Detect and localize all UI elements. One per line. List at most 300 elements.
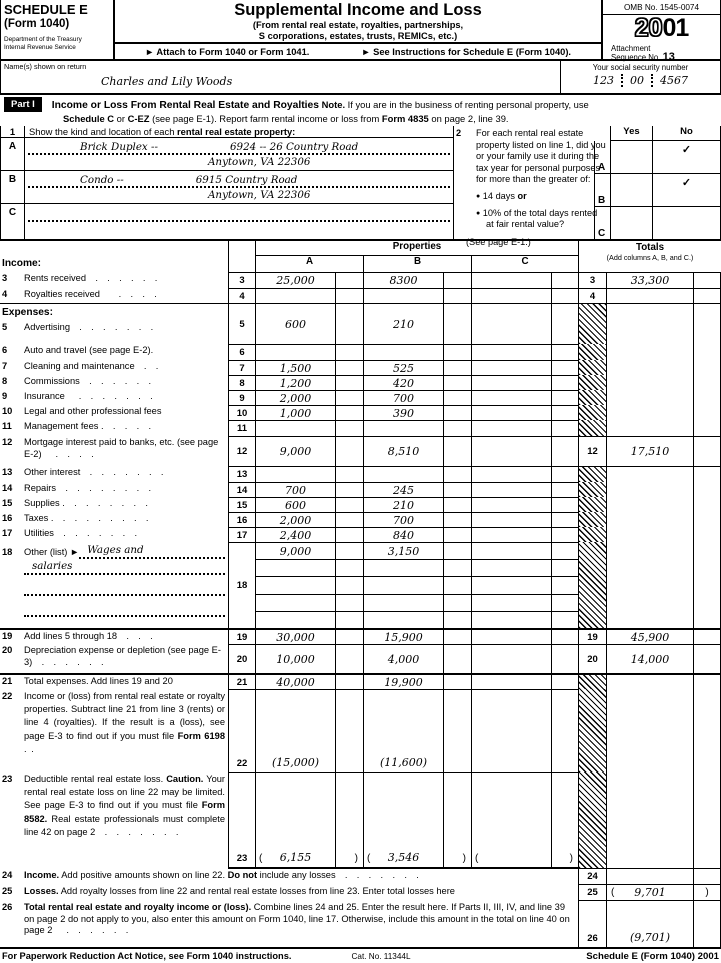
cents-A-16[interactable]: [336, 512, 364, 527]
amount-A-20[interactable]: [256, 644, 336, 673]
amount-A-6[interactable]: [256, 344, 336, 360]
name-value[interactable]: Charles and Lily Woods: [101, 75, 233, 88]
amount-B-18[interactable]: [364, 576, 444, 593]
amount-A-18[interactable]: [256, 559, 336, 576]
total-linenum-3: 3: [578, 272, 607, 288]
property-field-A[interactable]: [25, 138, 453, 170]
total-amount-19[interactable]: [607, 630, 694, 644]
part1-note-line2: Schedule C or C-EZ (see page E-1). Report farm rental income or loss from Form 4835 on page 2, line 39.: [63, 113, 509, 124]
total-amount-6[interactable]: [607, 344, 694, 360]
label-linenum: 12: [2, 437, 13, 447]
amount-C-6[interactable]: [472, 344, 552, 360]
cents-B-7[interactable]: [444, 360, 472, 375]
label-linenum: 21: [2, 676, 13, 686]
cents-C-19[interactable]: [552, 630, 578, 644]
amount-C-21[interactable]: [472, 675, 552, 689]
total-amount-8[interactable]: [607, 375, 694, 390]
amount-B-15[interactable]: [364, 497, 444, 512]
total-cents-15[interactable]: [694, 497, 721, 512]
amount-B-10[interactable]: [364, 405, 444, 420]
label-linenum: 24: [2, 870, 13, 880]
total-cents-10[interactable]: [694, 405, 721, 420]
total-amount-21[interactable]: [607, 675, 694, 689]
amount-B-14[interactable]: [364, 482, 444, 497]
total-cents-16[interactable]: [694, 512, 721, 527]
property-address[interactable]: 6924 -- 26 Country Road: [229, 141, 359, 154]
cents-A-18[interactable]: [336, 594, 364, 611]
property-field-C[interactable]: [25, 204, 453, 239]
amount-C-5[interactable]: [472, 304, 552, 344]
table-rows: [0, 272, 721, 947]
label-linenum: 19: [2, 631, 13, 641]
cents-C-21[interactable]: [552, 675, 578, 689]
cents-B-8[interactable]: [444, 375, 472, 390]
amount-value: (11,600): [379, 756, 428, 769]
row-label-text: 12 Mortgage interest paid to banks, etc. (see page E-2) . . . .: [2, 437, 219, 459]
close-paren: ): [462, 853, 466, 864]
amount-B-9[interactable]: [364, 390, 444, 405]
total-amount-17[interactable]: [607, 527, 694, 542]
amount-C-4[interactable]: [472, 288, 552, 303]
part1-tag: Part I: [4, 97, 42, 112]
linenum-7: 7: [228, 360, 256, 375]
total-cents-24[interactable]: [694, 868, 721, 884]
cents-B-20[interactable]: [444, 644, 472, 673]
cents-A-11[interactable]: [336, 420, 364, 436]
amount-C-19[interactable]: [472, 630, 552, 644]
total-cents-8[interactable]: [694, 375, 721, 390]
total-amount-10[interactable]: [607, 405, 694, 420]
linenum-22: 22: [228, 689, 256, 772]
ssn-value[interactable]: 123 00 4567: [593, 74, 688, 87]
cents-A-18[interactable]: [336, 559, 364, 576]
amount-C-22[interactable]: [472, 689, 552, 772]
amount-A-16[interactable]: [256, 512, 336, 527]
cents-B-6[interactable]: [444, 344, 472, 360]
total-amount-13[interactable]: [607, 466, 694, 482]
amount-B-8[interactable]: [364, 375, 444, 390]
column-header-b: B: [364, 256, 472, 272]
cents-C-23[interactable]: [552, 772, 578, 868]
cents-C-16[interactable]: [552, 512, 578, 527]
amount-B-22[interactable]: [364, 689, 444, 772]
cents-B-23[interactable]: [444, 772, 472, 868]
total-linenum-8: [578, 375, 607, 390]
cents-A-21[interactable]: [336, 675, 364, 689]
amount-C-23[interactable]: [472, 772, 552, 868]
cents-A-5[interactable]: [336, 304, 364, 344]
cents-A-13[interactable]: [336, 466, 364, 482]
total-cents-20[interactable]: [694, 644, 721, 673]
row-label-text: 23 Deductible rental real estate loss. Caution. Your rental real estate loss on line 22 may be limited. See page E-3 to find out if you must file Form 8582. Real estate professionals must complete line 42 on page 2 . . . . . . .: [2, 774, 226, 837]
cents-A-18[interactable]: [336, 576, 364, 593]
amount-B-13[interactable]: [364, 466, 444, 482]
total-value: 33,300: [630, 274, 670, 287]
property-letter: C: [1, 204, 25, 239]
total-cents-12[interactable]: [694, 436, 721, 466]
table-row-line-15: [0, 497, 721, 512]
cents-C-18[interactable]: [552, 542, 578, 559]
amount-B-12[interactable]: [364, 436, 444, 466]
total-cents-4[interactable]: [694, 288, 721, 303]
property-city-line[interactable]: Anytown, VA 22306: [208, 189, 311, 202]
amount-B-17[interactable]: [364, 527, 444, 542]
cents-B-18[interactable]: [444, 611, 472, 628]
amount-A-18[interactable]: [256, 542, 336, 559]
total-amount-5[interactable]: [607, 304, 694, 344]
cents-B-21[interactable]: [444, 675, 472, 689]
cents-C-7[interactable]: [552, 360, 578, 375]
amount-C-15[interactable]: [472, 497, 552, 512]
property-field-B[interactable]: [25, 171, 453, 203]
yes-checkbox-B[interactable]: [610, 174, 652, 206]
cents-C-9[interactable]: [552, 390, 578, 405]
total-amount-25[interactable]: [607, 884, 694, 900]
part1-heading: [0, 95, 721, 126]
amount-A-8[interactable]: [256, 375, 336, 390]
cents-C-14[interactable]: [552, 482, 578, 497]
total-amount-12[interactable]: [607, 436, 694, 466]
cents-B-18[interactable]: [444, 594, 472, 611]
label-linenum: 5: [2, 321, 8, 332]
open-paren: (: [367, 853, 371, 864]
yes-checkbox-A[interactable]: [610, 141, 652, 173]
row-label-9: [0, 390, 228, 405]
cents-C-18[interactable]: [552, 594, 578, 611]
amount-B-20[interactable]: [364, 644, 444, 673]
total-cents-9[interactable]: [694, 390, 721, 405]
amount-A-17[interactable]: [256, 527, 336, 542]
total-amount-9[interactable]: [607, 390, 694, 405]
bullet-14-days: ● 14 days or: [476, 190, 527, 201]
amount-A-3[interactable]: [256, 272, 336, 288]
total-linenum-12: 12: [578, 436, 607, 466]
cents-A-17[interactable]: [336, 527, 364, 542]
table-row-line-6: [0, 344, 721, 360]
amount-A-11[interactable]: [256, 420, 336, 436]
amount-A-4[interactable]: [256, 288, 336, 303]
total-amount-11[interactable]: [607, 420, 694, 436]
cents-C-3[interactable]: [552, 272, 578, 288]
property-kind[interactable]: Brick Duplex --: [80, 141, 158, 154]
cents-A-3[interactable]: [336, 272, 364, 288]
property-address[interactable]: 6915 Country Road: [195, 174, 298, 187]
amount-C-11[interactable]: [472, 420, 552, 436]
amount-value: 700: [393, 513, 414, 527]
no-checkbox-B[interactable]: [652, 174, 720, 206]
amount-B-7[interactable]: [364, 360, 444, 375]
yes-checkbox-C[interactable]: [610, 207, 652, 239]
cents-A-8[interactable]: [336, 375, 364, 390]
total-cents-23[interactable]: [694, 772, 721, 868]
cents-B-15[interactable]: [444, 497, 472, 512]
amount-C-20[interactable]: [472, 644, 552, 673]
cents-A-23[interactable]: [336, 772, 364, 868]
property-kind-line[interactable]: [28, 138, 450, 155]
amount-C-16[interactable]: [472, 512, 552, 527]
amount-C-3[interactable]: [472, 272, 552, 288]
amount-C-9[interactable]: [472, 390, 552, 405]
cents-A-18[interactable]: [336, 542, 364, 559]
name-field[interactable]: [1, 61, 560, 93]
cents-A-20[interactable]: [336, 644, 364, 673]
totals-title: Totals: [635, 242, 665, 253]
cents-A-6[interactable]: [336, 344, 364, 360]
amount-B-18[interactable]: [364, 594, 444, 611]
amount-C-12[interactable]: [472, 436, 552, 466]
amount-C-17[interactable]: [472, 527, 552, 542]
amount-C-18[interactable]: [472, 559, 552, 576]
amount-C-13[interactable]: [472, 466, 552, 482]
property-letter: A: [1, 138, 25, 170]
amount-B-23[interactable]: [364, 772, 444, 868]
cents-B-17[interactable]: [444, 527, 472, 542]
part1-note: Note. If you are in the business of renting personal property, use: [321, 99, 589, 110]
other-fill-text: salaries: [32, 560, 73, 573]
no-checkbox-A[interactable]: [652, 141, 720, 173]
cents-C-11[interactable]: [552, 420, 578, 436]
table-row-line-22: [0, 689, 721, 772]
cents-C-13[interactable]: [552, 466, 578, 482]
amount-A-19[interactable]: [256, 630, 336, 644]
total-cents-3[interactable]: [694, 272, 721, 288]
cents-B-3[interactable]: [444, 272, 472, 288]
open-paren: (: [611, 887, 615, 898]
property-row-A: [1, 137, 453, 170]
cents-B-14[interactable]: [444, 482, 472, 497]
total-cents-26[interactable]: [694, 900, 721, 947]
table-row-line-26: [0, 900, 721, 947]
cents-B-11[interactable]: [444, 420, 472, 436]
total-amount-4[interactable]: [607, 288, 694, 303]
row-label-24: [0, 868, 578, 884]
table-row-line-16: [0, 512, 721, 527]
property-city-line[interactable]: Anytown, VA 22306: [208, 156, 311, 169]
amount-value: 3,150: [387, 544, 420, 558]
total-cents-7[interactable]: [694, 360, 721, 375]
cents-B-16[interactable]: [444, 512, 472, 527]
ssn-label: Your social security number: [592, 63, 689, 72]
row-label-text: 7 Cleaning and maintenance . .: [2, 361, 159, 371]
amount-B-19[interactable]: [364, 630, 444, 644]
cents-C-15[interactable]: [552, 497, 578, 512]
property-kind-line[interactable]: [28, 171, 450, 188]
cents-A-15[interactable]: [336, 497, 364, 512]
amount-A-13[interactable]: [256, 466, 336, 482]
amount-A-22[interactable]: [256, 689, 336, 772]
line1-property-box: [1, 126, 454, 239]
cents-A-10[interactable]: [336, 405, 364, 420]
row-label-text: 21 Total expenses. Add lines 19 and 20: [2, 676, 173, 686]
total-cents-14[interactable]: [694, 482, 721, 497]
cents-B-19[interactable]: [444, 630, 472, 644]
amount-C-8[interactable]: [472, 375, 552, 390]
ssn-field[interactable]: [560, 61, 720, 93]
property-kind[interactable]: Condo --: [80, 174, 124, 187]
total-cents-6[interactable]: [694, 344, 721, 360]
cents-A-18[interactable]: [336, 611, 364, 628]
total-cents-11[interactable]: [694, 420, 721, 436]
amount-B-5[interactable]: [364, 304, 444, 344]
total-amount-24[interactable]: [607, 868, 694, 884]
cents-B-18[interactable]: [444, 576, 472, 593]
cents-C-6[interactable]: [552, 344, 578, 360]
cents-A-12[interactable]: [336, 436, 364, 466]
total-amount-20[interactable]: [607, 644, 694, 673]
amount-B-16[interactable]: [364, 512, 444, 527]
total-linenum-14: [578, 482, 607, 497]
amount-A-5[interactable]: [256, 304, 336, 344]
cents-B-18[interactable]: [444, 559, 472, 576]
total-cents-18[interactable]: [694, 542, 721, 628]
cents-B-22[interactable]: [444, 689, 472, 772]
table-row-line-17: [0, 527, 721, 542]
cents-C-5[interactable]: [552, 304, 578, 344]
property-kind-line[interactable]: [28, 204, 450, 222]
linenum-19: 19: [228, 630, 256, 644]
amount-A-15[interactable]: [256, 497, 336, 512]
cents-A-19[interactable]: [336, 630, 364, 644]
total-amount-14[interactable]: [607, 482, 694, 497]
amount-B-11[interactable]: [364, 420, 444, 436]
total-cents-22[interactable]: [694, 689, 721, 772]
omb-number: OMB No. 1545-0074: [603, 0, 720, 15]
amount-C-7[interactable]: [472, 360, 552, 375]
amount-A-7[interactable]: [256, 360, 336, 375]
cents-B-9[interactable]: [444, 390, 472, 405]
amount-B-18[interactable]: [364, 542, 444, 559]
row-label-text: 22 Income or (loss) from rental real estate or royalty properties. Subtract line 21 from line 3 (rents) or line 4 (royalties). If the result is a (loss), see page E-3 to find out if you must file Form 6198 . .: [2, 691, 225, 754]
see-instructions-note: ► See Instructions for Schedule E (Form 1040).: [361, 47, 571, 57]
amount-A-21[interactable]: [256, 675, 336, 689]
amount-B-21[interactable]: [364, 675, 444, 689]
amount-C-18[interactable]: [472, 594, 552, 611]
line18-subgrid: [256, 542, 578, 628]
amount-A-14[interactable]: [256, 482, 336, 497]
cents-C-4[interactable]: [552, 288, 578, 303]
total-value: 9,701: [634, 886, 666, 899]
cents-C-18[interactable]: [552, 611, 578, 628]
table-row-line-3: [0, 272, 721, 288]
amount-B-18[interactable]: [364, 559, 444, 576]
amount-C-18[interactable]: [472, 542, 552, 559]
linenum-header-cell: [228, 241, 256, 272]
total-cents-13[interactable]: [694, 466, 721, 482]
total-cents-17[interactable]: [694, 527, 721, 542]
row-label-6: [0, 344, 228, 360]
cents-A-9[interactable]: [336, 390, 364, 405]
row-label-17: [0, 527, 228, 542]
amount-C-18[interactable]: [472, 576, 552, 593]
amount-C-14[interactable]: [472, 482, 552, 497]
line1-heading: Show the kind and location of each rental real estate property:: [29, 126, 296, 137]
total-linenum-10: [578, 405, 607, 420]
label-linenum: 18: [2, 547, 13, 558]
cents-A-22[interactable]: [336, 689, 364, 772]
paperwork-notice: For Paperwork Reduction Act Notice, see Form 1040 instructions.: [2, 951, 292, 961]
amount-B-6[interactable]: [364, 344, 444, 360]
cents-A-14[interactable]: [336, 482, 364, 497]
total-amount-7[interactable]: [607, 360, 694, 375]
total-amount-22[interactable]: [607, 689, 694, 772]
total-linenum-4: 4: [578, 288, 607, 303]
amount-A-18[interactable]: [256, 576, 336, 593]
total-amount-23[interactable]: [607, 772, 694, 868]
cents-B-18[interactable]: [444, 542, 472, 559]
cents-C-17[interactable]: [552, 527, 578, 542]
row-label-text: 17 Utilities . . . . . . .: [2, 528, 138, 538]
amount-B-18[interactable]: [364, 611, 444, 628]
amount-value: 2,000: [279, 391, 312, 405]
amount-B-3[interactable]: [364, 272, 444, 288]
cents-B-10[interactable]: [444, 405, 472, 420]
amount-A-18[interactable]: [256, 594, 336, 611]
cents-B-13[interactable]: [444, 466, 472, 482]
cents-A-4[interactable]: [336, 288, 364, 303]
label-linenum: 25: [2, 886, 13, 896]
total-linenum-15: [578, 497, 607, 512]
properties-header: [256, 241, 578, 272]
amount-C-10[interactable]: [472, 405, 552, 420]
cents-C-22[interactable]: [552, 689, 578, 772]
label-linenum: 23: [2, 774, 13, 784]
cents-C-18[interactable]: [552, 576, 578, 593]
cents-C-18[interactable]: [552, 559, 578, 576]
totals-header: [578, 241, 721, 272]
total-amount-15[interactable]: [607, 497, 694, 512]
total-amount-18[interactable]: [607, 542, 694, 628]
row-label-20: [0, 644, 228, 673]
total-linenum-24: 24: [578, 868, 607, 884]
total-amount-16[interactable]: [607, 512, 694, 527]
total-cents-25[interactable]: ): [694, 884, 721, 900]
cents-C-20[interactable]: [552, 644, 578, 673]
cents-A-7[interactable]: [336, 360, 364, 375]
property-city-line[interactable]: [28, 222, 450, 237]
cents-C-12[interactable]: [552, 436, 578, 466]
amount-A-23[interactable]: [256, 772, 336, 868]
amount-C-18[interactable]: [472, 611, 552, 628]
label-linenum: 22: [2, 691, 13, 701]
cents-B-4[interactable]: [444, 288, 472, 303]
cents-B-12[interactable]: [444, 436, 472, 466]
amount-A-9[interactable]: [256, 390, 336, 405]
no-checkbox-C[interactable]: [652, 207, 720, 239]
total-cents-21[interactable]: [694, 675, 721, 689]
total-amount-3[interactable]: [607, 272, 694, 288]
income-heading-cell: [0, 241, 228, 272]
amount-value: (15,000): [271, 756, 320, 769]
amount-A-12[interactable]: [256, 436, 336, 466]
total-cents-5[interactable]: [694, 304, 721, 344]
table-header-row: [0, 241, 721, 272]
row-label-26: [0, 900, 578, 947]
cents-B-5[interactable]: [444, 304, 472, 344]
amount-B-4[interactable]: [364, 288, 444, 303]
other-fill-line-3[interactable]: [24, 573, 225, 596]
row-label-text: 20 Depreciation expense or depletion (see page E-3) . . . . . .: [2, 645, 221, 667]
amount-A-10[interactable]: [256, 405, 336, 420]
other-fill-line-4[interactable]: [24, 594, 225, 617]
linenum-23: 23: [228, 772, 256, 868]
cents-C-8[interactable]: [552, 375, 578, 390]
total-cents-19[interactable]: [694, 630, 721, 644]
total-value: 17,510: [630, 445, 670, 458]
total-amount-26[interactable]: [607, 900, 694, 947]
attachment-sequence: Attachment Sequence No. 13: [611, 44, 675, 63]
cents-C-10[interactable]: [552, 405, 578, 420]
amount-A-18[interactable]: [256, 611, 336, 628]
